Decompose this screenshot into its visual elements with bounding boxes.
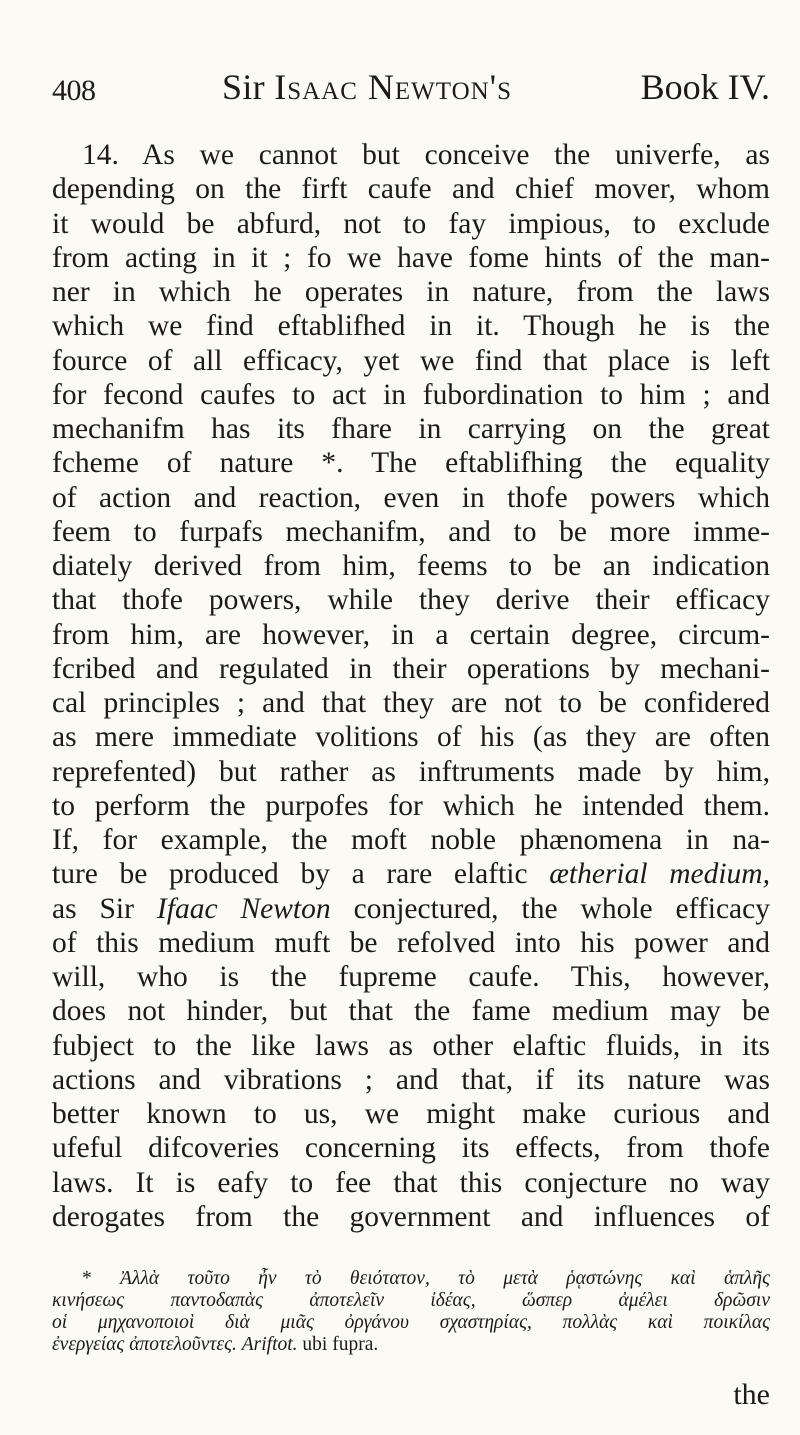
running-head <box>52 66 770 112</box>
text-line: If, for example, the moft noble phænomena in na- <box>52 824 770 856</box>
text-line: fcheme of nature *. The eftablifhing the equality <box>52 447 770 480</box>
text-line: better known to us, we might make curious and <box>52 1098 770 1130</box>
footnote-greek: Ἀλλὰ τοῦτο ἦν τὸ θειότατον, τὸ μετὰ ῥᾳστώνης καὶ ἁπλῆς <box>120 1268 771 1289</box>
running-title-name: Isaac Newton's <box>274 67 513 107</box>
text-line: mechanifm has its fhare in carrying on the great <box>52 413 770 445</box>
catchword: the <box>733 1378 770 1411</box>
text-line: fubject to the like laws as other elaftic fluids, in its <box>52 1029 770 1062</box>
text-line: from acting in it ; fo we have fome hints of the man- <box>52 241 770 274</box>
book-label: Book IV. <box>640 67 770 107</box>
footnote-marker: * <box>82 1268 121 1289</box>
text-line: as mere immediate volitions of his (as they are often <box>52 721 770 754</box>
footnote-greek: ἐνεργείας ἀποτελοῦντες. <box>52 1334 237 1355</box>
text-line: fcribed and regulated in their operations by mechani- <box>52 652 770 685</box>
text-line <box>52 892 770 926</box>
footnote-source-tail: ubi fupra. <box>297 1334 379 1355</box>
text-line: 14. As we cannot but conceive the univerfe, as <box>82 139 770 171</box>
text-line: reprefented) but rather as inftruments made by him, <box>52 755 770 788</box>
footnote-source: Ariftot. <box>241 1334 298 1355</box>
running-title-prefix: Sir <box>222 67 275 107</box>
text-line: derogates from the government and influences of <box>52 1200 770 1233</box>
text-line: that thofe powers, while they derive their efficacy <box>52 584 770 617</box>
page-number: 408 <box>52 74 96 107</box>
text-line: laws. It is eafy to fee that this conjecture no way <box>52 1166 770 1199</box>
body-text <box>52 138 770 1234</box>
italic-phrase: ætherial medium, <box>549 858 770 891</box>
footnote-line <box>52 1268 770 1290</box>
footnote-line: οἱ μηχανοποιοὶ διὰ μιᾶς ὀργάνου σχαστηρίας, πολλὰς καὶ ποικίλας <box>52 1312 770 1333</box>
text-line <box>52 857 770 891</box>
running-title <box>222 66 512 108</box>
text-line: diately derived from him, feems to be an indication <box>52 550 770 582</box>
text-line: to perform the purpofes for which he intended them. <box>52 789 770 822</box>
italic-name: Ifaac Newton <box>156 892 331 925</box>
text-line: which we find eftablifhed in it. Though he is the <box>52 310 770 343</box>
text-line: of action and reaction, even in thofe powers which <box>52 481 770 514</box>
text-line: from him, are however, in a certain degree, circum- <box>52 618 770 651</box>
text-run: conjectured, the whole efficacy <box>330 892 770 925</box>
text-line: actions and vibrations ; and that, if its nature was <box>52 1063 770 1096</box>
footnote-line <box>52 1334 770 1356</box>
text-line: it would be abfurd, not to fay impious, to exclude <box>52 207 770 240</box>
text-line: depending on the firft caufe and chief mover, whom <box>52 173 770 206</box>
footnote <box>52 1268 770 1356</box>
footnote-line: κινήσεως παντοδαπὰς ἀποτελεῖν ἰδέας, ὥσπερ ἀμέλει δρῶσιν <box>52 1290 770 1311</box>
text-line: will, who is the fupreme caufe. This, however, <box>52 961 770 993</box>
text-line: cal principles ; and that they are not to be confidered <box>52 687 770 719</box>
text-line: of this medium muft be refolved into his power and <box>52 926 770 959</box>
text-line: feem to furpafs mechanifm, and to be more imme- <box>52 515 770 548</box>
text-line: ufeful difcoveries concerning its effects, from thofe <box>52 1132 770 1165</box>
text-line: does not hinder, but that the fame medium may be <box>52 995 770 1028</box>
text-line: fource of all efficacy, yet we find that place is left <box>52 344 770 377</box>
text-line: ner in which he operates in nature, from the laws <box>52 276 770 308</box>
text-run: as Sir <box>52 892 157 925</box>
text-run: ture be produced by a rare elaftic <box>52 858 550 891</box>
text-line: for fecond caufes to act in fubordination to him ; and <box>52 378 770 411</box>
